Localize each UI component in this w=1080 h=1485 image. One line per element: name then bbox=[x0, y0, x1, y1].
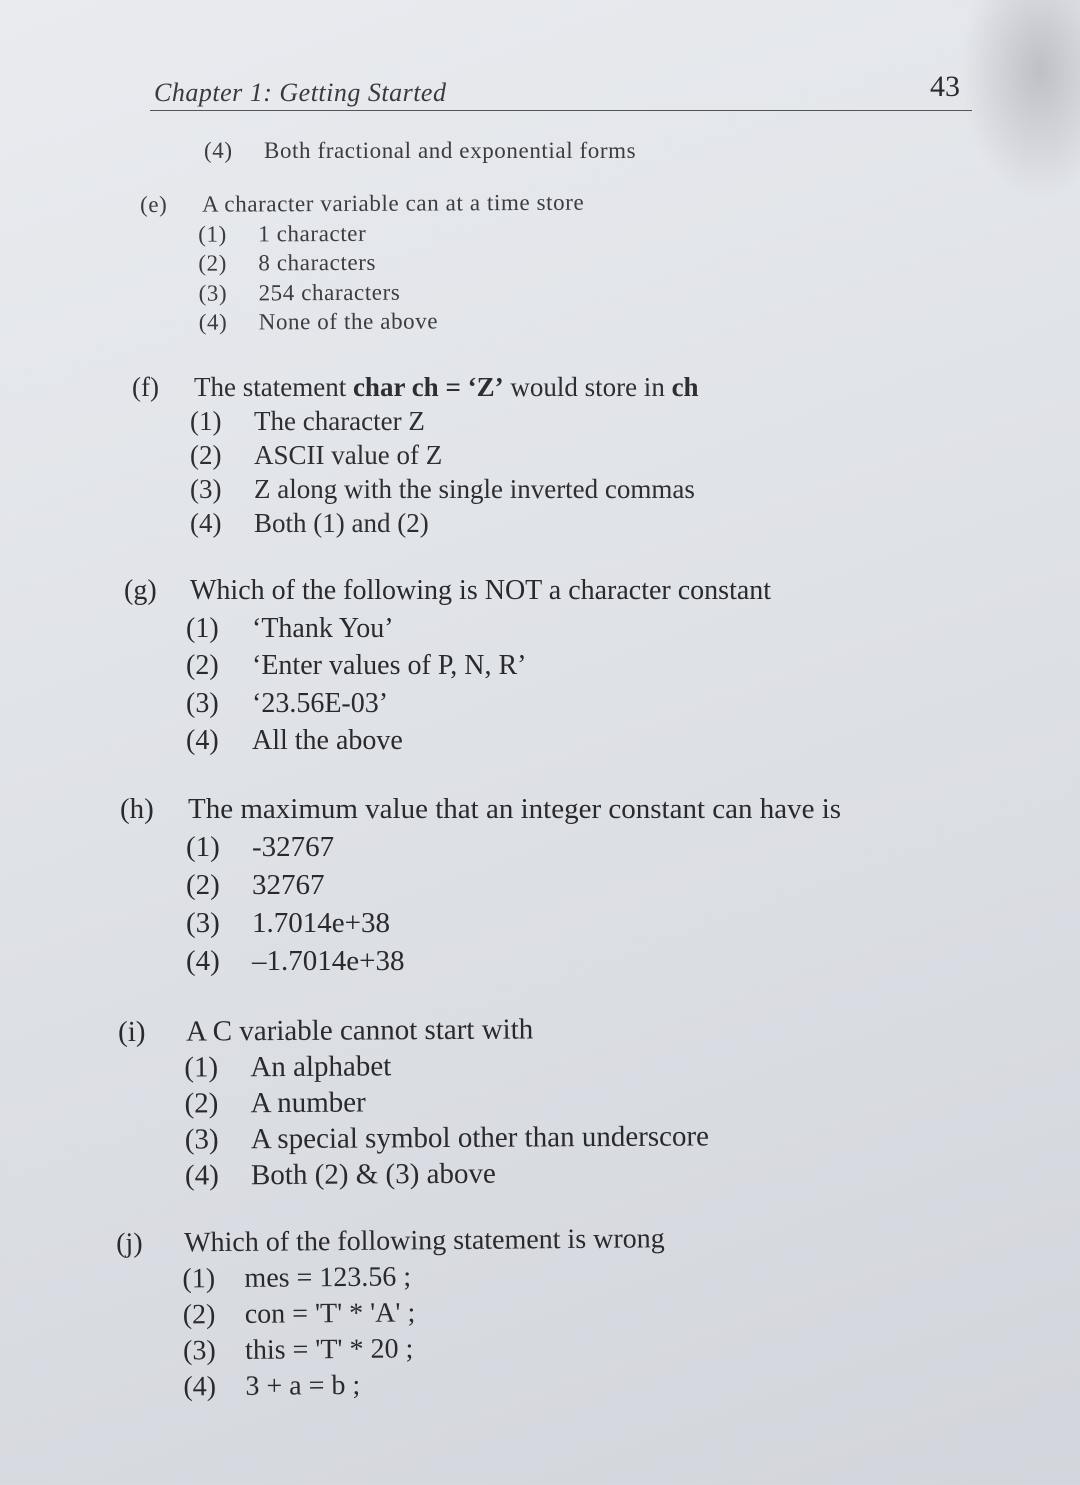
option-number: (4) bbox=[186, 945, 220, 977]
option-text: A special symbol other than underscore bbox=[250, 1120, 710, 1156]
option-text: All the above bbox=[252, 725, 403, 756]
option-number: (4) bbox=[190, 508, 222, 538]
option-number: (4) bbox=[183, 1371, 217, 1403]
question-label: (f) bbox=[132, 372, 159, 402]
option-text: ‘Enter values of P, N, R’ bbox=[252, 650, 527, 681]
question-i bbox=[118, 1010, 709, 1194]
option-text: 3 + a = b ; bbox=[245, 1369, 361, 1402]
option-text: 32767 bbox=[252, 869, 325, 901]
page-corner-shadow bbox=[960, 0, 1080, 200]
option-text: 1.7014e+38 bbox=[252, 907, 390, 939]
option-text: ‘Thank You’ bbox=[252, 612, 394, 644]
option-number: (4) bbox=[198, 309, 228, 335]
option-number: (1) bbox=[186, 612, 219, 644]
option-number: (1) bbox=[184, 1051, 219, 1084]
option-number: (3) bbox=[184, 1123, 219, 1156]
option-text: The character Z bbox=[254, 406, 425, 436]
option-number: (3) bbox=[186, 687, 219, 719]
option-number: (1) bbox=[186, 831, 220, 863]
question-e bbox=[140, 188, 585, 338]
option-number: (4) bbox=[204, 138, 233, 163]
option-text: -32767 bbox=[252, 831, 335, 863]
option-text: 1 character bbox=[258, 220, 367, 246]
option-text: mes = 123.56 ; bbox=[244, 1261, 412, 1294]
option-text: 254 characters bbox=[258, 279, 401, 305]
page-number: 43 bbox=[930, 70, 960, 103]
option-number: (1) bbox=[190, 406, 222, 436]
question-label: (e) bbox=[140, 191, 168, 217]
option-number: (2) bbox=[186, 869, 220, 901]
option-text: None of the above bbox=[258, 308, 439, 335]
question-g bbox=[124, 572, 771, 760]
option-number: (2) bbox=[190, 440, 222, 470]
option-number: (2) bbox=[184, 1087, 219, 1120]
option-number: (3) bbox=[186, 907, 220, 939]
option-text: ASCII value of Z bbox=[254, 440, 443, 470]
question-label: (g) bbox=[124, 575, 157, 606]
option-text: this = 'T' * 20 ; bbox=[244, 1333, 414, 1366]
option-text: 8 characters bbox=[258, 249, 377, 276]
option-number: (1) bbox=[198, 221, 227, 247]
option-text: A number bbox=[250, 1086, 366, 1120]
option-number: (3) bbox=[182, 1335, 216, 1367]
option-number: (2) bbox=[198, 250, 228, 276]
option-text: An alphabet bbox=[250, 1050, 392, 1084]
option-text: Both (1) and (2) bbox=[254, 508, 429, 538]
option-text: Z along with the single inverted commas bbox=[254, 474, 695, 504]
question-j bbox=[116, 1221, 666, 1406]
question-h bbox=[120, 790, 841, 980]
option-number: (2) bbox=[182, 1299, 216, 1331]
option-text: ‘23.56E-03’ bbox=[252, 687, 389, 719]
question-text: Which of the following is NOT a character constant bbox=[190, 575, 772, 606]
chapter-title: Chapter 1: Getting Started bbox=[154, 78, 447, 107]
question-f bbox=[132, 370, 699, 540]
question-label: (i) bbox=[118, 1015, 146, 1048]
question-text: Which of the following statement is wrong bbox=[184, 1223, 665, 1259]
page-header bbox=[150, 70, 972, 111]
option-number: (3) bbox=[190, 474, 222, 504]
option-text: Both (2) & (3) above bbox=[250, 1157, 496, 1192]
question-text: A C variable cannot start with bbox=[186, 1013, 534, 1048]
question-text: The statement char ch = ‘Z’ would store in ch bbox=[194, 372, 699, 402]
option-text: –1.7014e+38 bbox=[252, 945, 405, 977]
option-number: (4) bbox=[184, 1159, 219, 1192]
option-number: (1) bbox=[182, 1263, 216, 1295]
carryover-option bbox=[204, 138, 636, 164]
option-text: Both fractional and exponential forms bbox=[264, 138, 637, 163]
option-text: con = 'T' * 'A' ; bbox=[244, 1297, 416, 1330]
question-label: (h) bbox=[120, 793, 154, 825]
option-number: (2) bbox=[186, 650, 219, 681]
question-text: The maximum value that an integer constant can have is bbox=[188, 793, 842, 825]
question-text: A character variable can at a time store bbox=[202, 189, 585, 217]
option-number: (4) bbox=[186, 725, 219, 756]
option-number: (3) bbox=[198, 280, 228, 306]
question-label: (j) bbox=[116, 1227, 143, 1259]
